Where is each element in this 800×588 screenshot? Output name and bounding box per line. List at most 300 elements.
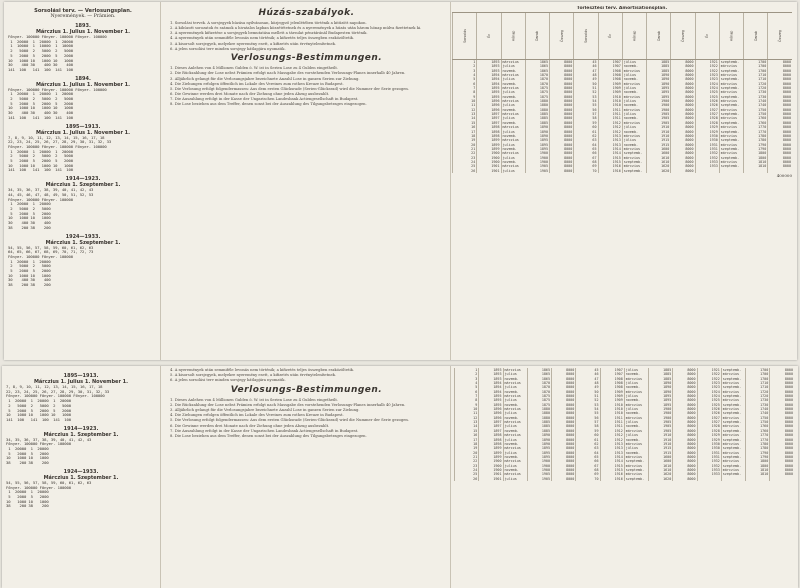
table-cell: 1894 bbox=[479, 385, 503, 389]
table-cell: novemb. bbox=[622, 103, 646, 107]
table-cell: 8000 bbox=[552, 468, 576, 472]
table-cell: 8000 bbox=[550, 125, 574, 129]
table-cell: 69 bbox=[576, 472, 600, 476]
table-cell: 1720 bbox=[746, 394, 770, 398]
table-cell: 1896 bbox=[477, 108, 501, 112]
table-cell: 1908 bbox=[600, 377, 624, 381]
table-cell: 8000 bbox=[671, 112, 695, 116]
table-cell: 1875 bbox=[527, 403, 551, 407]
table-cell: 5 bbox=[453, 77, 477, 81]
table-cell: 1870 bbox=[527, 385, 551, 389]
table-cell: 1700 bbox=[744, 60, 768, 65]
table-cell: 8000 bbox=[552, 368, 576, 372]
table-cell: 1915 bbox=[647, 138, 671, 142]
table-cell: 1900 bbox=[527, 464, 551, 468]
table-cell: 8 bbox=[455, 398, 479, 402]
table-cell: 1913 bbox=[600, 451, 624, 455]
table-cell: 1915 bbox=[649, 451, 673, 455]
rule-paragraph: 5. A kisorsolt sorsjegyek, melyekre nyeremény esett, a kifizetés után érvénytelenítetnek. bbox=[170, 373, 337, 378]
table-cell: 8000 bbox=[768, 160, 792, 164]
table-cell: 1908 bbox=[600, 381, 624, 385]
table-cell: 12 bbox=[453, 108, 477, 112]
plan-heading: Sorsolási terv. — Verlosungsplan. bbox=[34, 8, 132, 14]
table-cell: márczius bbox=[501, 99, 525, 103]
table-cell: 9 bbox=[455, 403, 479, 407]
table-cell: 1905 bbox=[525, 169, 549, 173]
table-cell: július bbox=[622, 86, 646, 90]
table-cell: 1925 bbox=[695, 95, 719, 99]
table-cell: 8000 bbox=[552, 442, 576, 446]
table-cell: márczius bbox=[622, 95, 646, 99]
rules-title-de: Verlosungs-Bestimmungen. bbox=[230, 53, 383, 64]
rule-paragraph: 6. Die Gewinne werden drei Monate nach der Ziehung ohne jeden Abzug ausbezahlt. bbox=[170, 423, 330, 428]
table-cell: 8000 bbox=[550, 138, 574, 142]
table-cell: 50 bbox=[576, 390, 600, 394]
table-cell: 8000 bbox=[673, 407, 697, 411]
table-cell: 61 bbox=[574, 130, 598, 134]
table-cell: 8000 bbox=[552, 398, 576, 402]
table-cell: 1885 bbox=[649, 377, 673, 381]
table-cell: 1905 bbox=[649, 429, 673, 433]
table-cell: márczius bbox=[624, 390, 648, 394]
table-cell: 1897 bbox=[477, 116, 501, 120]
table-cell: 1895 bbox=[647, 90, 671, 94]
table-cell: 1905 bbox=[527, 477, 551, 481]
table-cell: 55 bbox=[574, 103, 598, 107]
table-cell: 1916 bbox=[598, 169, 622, 173]
table-cell: 8000 bbox=[550, 77, 574, 81]
table-cell: 1720 bbox=[744, 86, 768, 90]
table-cell: 1870 bbox=[525, 73, 549, 77]
table-cell: szeptemb. bbox=[719, 69, 743, 73]
table-cell: julius bbox=[501, 130, 525, 134]
table-cell: novemb. bbox=[501, 82, 525, 86]
table-cell: 1915 bbox=[598, 160, 622, 164]
table-cell: 8000 bbox=[770, 420, 794, 424]
table-cell: márczius bbox=[622, 108, 646, 112]
table-cell: 1914 bbox=[598, 151, 622, 155]
table-cell: márczius bbox=[622, 164, 646, 168]
table-cell: márczius bbox=[719, 134, 743, 138]
table-cell: 1898 bbox=[477, 130, 501, 134]
amortisation-table bbox=[452, 12, 792, 173]
table-cell: 8000 bbox=[768, 86, 792, 90]
table-cell: márczius bbox=[721, 424, 745, 428]
table-cell: 12 bbox=[455, 416, 479, 420]
table-cell: 1913 bbox=[598, 138, 622, 142]
table-cell: 8000 bbox=[671, 138, 695, 142]
table-cell: 8000 bbox=[552, 464, 576, 468]
table-cell: 62 bbox=[574, 134, 598, 138]
table-cell: 1914 bbox=[600, 455, 624, 459]
table-cell: 1865 bbox=[527, 372, 551, 376]
table-cell: 14 bbox=[453, 116, 477, 120]
table-cell: 23 bbox=[455, 464, 479, 468]
table-cell: 1865 bbox=[525, 60, 549, 65]
table-cell: márczius bbox=[721, 372, 745, 376]
table-cell: 3 bbox=[453, 69, 477, 73]
table-cell: 1927 bbox=[695, 112, 719, 116]
table-cell: 8000 bbox=[671, 86, 695, 90]
table-cell: 51 bbox=[576, 394, 600, 398]
table-cell: szeptemb. bbox=[622, 160, 646, 164]
table-cell: 55 bbox=[576, 411, 600, 415]
table-cell: 1912 bbox=[600, 429, 624, 433]
table-cell: 8000 bbox=[673, 372, 697, 376]
table-cell: 1909 bbox=[598, 82, 622, 86]
table-cell: 1916 bbox=[598, 164, 622, 168]
table-cell: 1899 bbox=[477, 143, 501, 147]
table-cell: 8000 bbox=[770, 407, 794, 411]
table-cell: szeptemb. bbox=[721, 377, 745, 381]
table-cell: 1913 bbox=[598, 143, 622, 147]
table-cell: 1926 bbox=[697, 407, 721, 411]
table-cell: 1915 bbox=[600, 468, 624, 472]
table-cell: 1929 bbox=[695, 125, 719, 129]
table-cell: július bbox=[622, 73, 646, 77]
table-cell: július bbox=[624, 368, 648, 372]
table-cell: novemb. bbox=[624, 411, 648, 415]
table-cell: márczius bbox=[624, 416, 648, 420]
table-cell: 8000 bbox=[550, 143, 574, 147]
table-cell: 8000 bbox=[770, 411, 794, 415]
table-header bbox=[477, 13, 501, 60]
table-cell: novemb. bbox=[503, 429, 527, 433]
table-cell: 65 bbox=[574, 147, 598, 151]
table-cell: 1770 bbox=[746, 433, 770, 437]
table-cell: 1911 bbox=[600, 424, 624, 428]
table-cell: 5 bbox=[455, 385, 479, 389]
table-cell: 1910 bbox=[649, 442, 673, 446]
table-cell: 1750 bbox=[746, 420, 770, 424]
table-cell: 1740 bbox=[744, 103, 768, 107]
table-cell: 8000 bbox=[770, 403, 794, 407]
table-cell: 1895 bbox=[527, 451, 551, 455]
table-cell: 1928 bbox=[697, 424, 721, 428]
table-cell: 1885 bbox=[647, 69, 671, 73]
table-cell: 8000 bbox=[770, 446, 794, 450]
table-cell: 1880 bbox=[527, 416, 551, 420]
table-cell: 49 bbox=[576, 385, 600, 389]
table-cell: 1911 bbox=[600, 420, 624, 424]
prize-block-dates: Márczius 1. Szeptember 1. bbox=[43, 431, 119, 438]
table-cell: 8000 bbox=[552, 420, 576, 424]
table-cell: 1740 bbox=[746, 407, 770, 411]
table-cell: 10 bbox=[455, 407, 479, 411]
table-cell: 1 bbox=[453, 60, 477, 65]
table-header-label: Összeg bbox=[778, 30, 783, 42]
table-cell: 8000 bbox=[550, 134, 574, 138]
table-cell: julius bbox=[503, 477, 527, 481]
table-cell: 8000 bbox=[673, 416, 697, 420]
table-cell: 1 bbox=[455, 368, 479, 372]
table-cell: 8000 bbox=[550, 121, 574, 125]
table-cell: 1931 bbox=[695, 143, 719, 147]
table-cell: 1905 bbox=[647, 116, 671, 120]
table-header bbox=[574, 13, 598, 60]
table-cell: 23 bbox=[453, 156, 477, 160]
table-cell: 8000 bbox=[552, 416, 576, 420]
table-cell: novemb. bbox=[503, 468, 527, 472]
rule-paragraph: 5. Die Verlosung erfolgt folgendermassen: Aus dem ersten Glücksrade (Serien-Glücksrad) wird die Nummer der Serie gezogen. bbox=[170, 86, 409, 91]
table-cell: márczius bbox=[501, 86, 525, 90]
table-cell: 51 bbox=[574, 86, 598, 90]
table-cell: julius bbox=[501, 90, 525, 94]
table-cell: 1894 bbox=[477, 77, 501, 81]
table-cell: 1790 bbox=[746, 451, 770, 455]
table-cell: 8000 bbox=[768, 112, 792, 116]
table-cell: 1912 bbox=[600, 433, 624, 437]
table-cell: 1760 bbox=[746, 424, 770, 428]
table-cell: novemb. bbox=[624, 424, 648, 428]
table-cell: 1897 bbox=[477, 112, 501, 116]
table-cell: 1894 bbox=[479, 390, 503, 394]
table-cell: július bbox=[622, 112, 646, 116]
prize-block-lines: Főnyer. 100000 Főnyer. 100000 Főnyer. 100000 1 20000 1 20000 1 20000 2 5000 2 5000 2 5000 5 2000 5 2000 5 2000 10 1000 10 1000 10 1000 30 400 30 400 30 400 141 100 141 100 141 100 bbox=[8, 86, 107, 120]
table-cell: 8000 bbox=[768, 82, 792, 86]
table-cell: 9 bbox=[453, 95, 477, 99]
table-cell: 8000 bbox=[671, 134, 695, 138]
table-cell: 8000 bbox=[550, 99, 574, 103]
table-cell: 1885 bbox=[525, 121, 549, 125]
table-cell: 1760 bbox=[746, 429, 770, 433]
table-cell: 1895 bbox=[649, 394, 673, 398]
prize-block-lines: 54, 55, 56, 57, 58, 59, 60, 61, 62, 63 Főnyer. 100000 Főnyer. 100000 1 20000 1 20000 5 2000 5 2000 10 1000 10 1000 38 200 38 200 bbox=[6, 479, 92, 509]
table-cell: 1911 bbox=[598, 116, 622, 120]
bottom-rules-title-de: Verlosungs-Bestimmungen. bbox=[230, 384, 383, 395]
prize-block-lines: 7, 8, 9, 10, 11, 12, 13, 14, 15, 16, 17, 18 22, 23, 24, 25, 26, 27, 28, 29, 30, 31, 32, 33 Főnyer. 100000 Főnyer. 100000 Főnyer. 100000 1 20000 1 20000 1 20000 2 5000 2 5000 2 5000 5 2000 5 2000 5 2000 10 1000 10 1000 10 1000 141 100 141 100 141 100 bbox=[8, 134, 112, 173]
table-cell: 60 bbox=[576, 433, 600, 437]
table-cell: 1895 bbox=[647, 95, 671, 99]
table-cell: július bbox=[624, 394, 648, 398]
table-header-label: Hónap bbox=[632, 30, 637, 42]
table-cell: 1923 bbox=[695, 77, 719, 81]
table-cell: márczius bbox=[721, 390, 745, 394]
table-cell: 1900 bbox=[479, 468, 503, 472]
table-cell: novemb. bbox=[503, 403, 527, 407]
table-cell: márczius bbox=[719, 143, 743, 147]
rule-paragraph: 4. Die Ziehungen erfolgen öffentlich im Lokale des Vereines zum rothen Kreuze in Budapest. bbox=[170, 413, 344, 418]
table-cell: szeptemb. bbox=[721, 385, 745, 389]
table-cell: 1900 bbox=[525, 160, 549, 164]
table-cell: 1914 bbox=[598, 147, 622, 151]
prize-block-dates: Márczius 1. Julius 1. November 1. bbox=[35, 81, 131, 88]
table-cell: márczius bbox=[622, 147, 646, 151]
table-cell: 8000 bbox=[671, 125, 695, 129]
table-cell: 1730 bbox=[744, 95, 768, 99]
table-cell: 1900 bbox=[649, 407, 673, 411]
table-cell: 8000 bbox=[550, 108, 574, 112]
table-cell: 8000 bbox=[552, 429, 576, 433]
table-cell: 70 bbox=[576, 477, 600, 481]
table-cell: 8000 bbox=[671, 130, 695, 134]
table-cell: 1620 bbox=[649, 477, 673, 481]
table-cell: 1921 bbox=[697, 368, 721, 372]
table-cell: 1890 bbox=[647, 77, 671, 81]
table-cell: 1885 bbox=[527, 420, 551, 424]
table-cell: márczius bbox=[721, 398, 745, 402]
table-cell: 63 bbox=[574, 138, 598, 142]
table-cell: 1894 bbox=[479, 381, 503, 385]
table-cell: 1909 bbox=[600, 390, 624, 394]
table-cell: márczius bbox=[501, 151, 525, 155]
table-cell: márczius bbox=[721, 442, 745, 446]
table-cell: július bbox=[622, 125, 646, 129]
table-cell: 1700 bbox=[744, 64, 768, 68]
prize-block-year: 1914—1923. bbox=[65, 176, 101, 183]
table-cell: 8000 bbox=[768, 151, 792, 155]
table-cell: 1890 bbox=[525, 130, 549, 134]
table-cell: 1885 bbox=[649, 372, 673, 376]
table-cell: 8000 bbox=[768, 143, 792, 147]
table-cell: 8000 bbox=[770, 368, 794, 372]
table-cell: 1927 bbox=[697, 420, 721, 424]
top-sheet bbox=[4, 2, 797, 360]
table-cell: 1912 bbox=[598, 121, 622, 125]
table-cell: 4 bbox=[455, 381, 479, 385]
table-cell: márczius bbox=[719, 90, 743, 94]
table-cell: márczius bbox=[622, 69, 646, 73]
table-cell bbox=[746, 477, 770, 481]
table-cell: 8000 bbox=[552, 472, 576, 476]
table-cell: 8000 bbox=[673, 398, 697, 402]
table-cell: 1928 bbox=[695, 121, 719, 125]
table-cell: július bbox=[622, 138, 646, 142]
table-cell: julius bbox=[501, 116, 525, 120]
table-cell: 1907 bbox=[598, 60, 622, 65]
table-cell: 24 bbox=[455, 468, 479, 472]
fold-line bbox=[450, 2, 451, 360]
table-cell: 1899 bbox=[479, 446, 503, 450]
table-cell: 53 bbox=[576, 403, 600, 407]
rule-paragraph: 6. A jelen sorsolási terv minden sorsjegy hátlapjára nyomatik. bbox=[170, 378, 286, 383]
table-cell: novemb. bbox=[624, 372, 648, 376]
table-cell: 1933 bbox=[695, 164, 719, 168]
table-cell: 58 bbox=[576, 424, 600, 428]
table-cell: 1899 bbox=[479, 455, 503, 459]
table-cell: 17 bbox=[455, 438, 479, 442]
table-cell: 1926 bbox=[695, 99, 719, 103]
table-cell: 59 bbox=[576, 429, 600, 433]
table-cell: 1899 bbox=[477, 138, 501, 142]
table-cell: 1870 bbox=[527, 381, 551, 385]
table-cell: márczius bbox=[719, 82, 743, 86]
table-cell: 1700 bbox=[746, 372, 770, 376]
fold-line bbox=[160, 2, 161, 360]
table-cell: 8000 bbox=[550, 90, 574, 94]
table-cell: 1610 bbox=[649, 464, 673, 468]
table-cell: julius bbox=[501, 143, 525, 147]
table-cell: szeptemb. bbox=[719, 103, 743, 107]
table-cell: 61 bbox=[576, 438, 600, 442]
table-cell: 1895 bbox=[479, 398, 503, 402]
table-cell: 52 bbox=[576, 398, 600, 402]
table-cell: 2 bbox=[453, 64, 477, 68]
table-cell: 6 bbox=[453, 82, 477, 86]
table-cell: 1927 bbox=[695, 108, 719, 112]
table-cell: 8000 bbox=[550, 86, 574, 90]
table-cell: 1875 bbox=[527, 394, 551, 398]
table-cell: 7 bbox=[453, 86, 477, 90]
prize-block-lines: 34, 35, 36, 37, 38, 39, 40, 41, 42, 43 44, 45, 46, 47, 48, 49, 50, 51, 52, 53 Főnyer. 100000 Főnyer. 100000 1 20000 1 20000 2 5000 2 5000 5 2000 5 2000 10 1000 10 1000 30 400 30 400 38 200 38 200 bbox=[8, 187, 94, 230]
table-cell: 1916 bbox=[600, 477, 624, 481]
table-cell: 1907 bbox=[600, 372, 624, 376]
rule-paragraph: 1. Sorsolási tervek. A sorsjegyek húzása nyilvánosan, közjegyző jelenlétében történik a kitűzött napokon. bbox=[170, 21, 367, 25]
table-cell: 49 bbox=[574, 77, 598, 81]
table-cell: szeptemb. bbox=[719, 147, 743, 151]
table-cell: 8000 bbox=[673, 429, 697, 433]
table-cell: 4 bbox=[453, 73, 477, 77]
table-cell: julius bbox=[501, 103, 525, 107]
table-header bbox=[647, 13, 671, 60]
table-cell: 1910 bbox=[647, 130, 671, 134]
table-cell: 16 bbox=[453, 125, 477, 129]
table-cell: 1895 bbox=[527, 455, 551, 459]
rule-paragraph: 8. Die Lose beziehen aus dem Treffer, denen sonst bei der Auszahlung des Tilgungsbetrages eingezogen. bbox=[170, 433, 367, 438]
table-cell: 1929 bbox=[695, 130, 719, 134]
table-cell: szeptemb. bbox=[622, 169, 646, 173]
table-cell: 8000 bbox=[552, 407, 576, 411]
table-cell: 1895 bbox=[649, 403, 673, 407]
table-header-label: Darab bbox=[656, 30, 661, 42]
table-cell: 26 bbox=[455, 477, 479, 481]
table-cell: 1810 bbox=[746, 472, 770, 476]
table-cell: 1750 bbox=[744, 112, 768, 116]
table-cell: novemb. bbox=[501, 69, 525, 73]
table-cell: 1730 bbox=[746, 403, 770, 407]
table-header-label: Hónap bbox=[511, 30, 516, 42]
table-cell: 8000 bbox=[768, 138, 792, 142]
table-cell: 8000 bbox=[673, 438, 697, 442]
table-cell: novemb. bbox=[624, 451, 648, 455]
table-cell: 18 bbox=[455, 442, 479, 446]
table-cell: 8000 bbox=[673, 446, 697, 450]
table-cell: 8000 bbox=[768, 130, 792, 134]
prize-block bbox=[8, 124, 158, 174]
table-cell: márczius bbox=[501, 138, 525, 142]
table-cell: 58 bbox=[574, 116, 598, 120]
table-cell: 1905 bbox=[527, 472, 551, 476]
table-cell: 8000 bbox=[768, 64, 792, 68]
table-cell: 1900 bbox=[527, 468, 551, 472]
table-cell: 1905 bbox=[649, 420, 673, 424]
table-cell: 8000 bbox=[550, 169, 574, 173]
table-row bbox=[455, 477, 795, 481]
table-cell: 13 bbox=[455, 420, 479, 424]
table-cell: 8000 bbox=[768, 69, 792, 73]
table-cell: 1890 bbox=[649, 381, 673, 385]
table-cell: márczius bbox=[721, 451, 745, 455]
table-cell: 1929 bbox=[697, 433, 721, 437]
table-cell: 8000 bbox=[673, 377, 697, 381]
table-cell: július bbox=[624, 420, 648, 424]
table-header-label: Év bbox=[705, 33, 710, 39]
prize-block-year: 1895—1913. bbox=[63, 373, 99, 379]
table-cell: márczius bbox=[622, 156, 646, 160]
bottom-prize-column bbox=[6, 370, 156, 584]
table-cell: 69 bbox=[574, 164, 598, 168]
table-cell: 1895 bbox=[649, 398, 673, 402]
table-cell: 1875 bbox=[527, 398, 551, 402]
table-cell: julius bbox=[501, 169, 525, 173]
table-cell: 1896 bbox=[477, 99, 501, 103]
table-cell: szeptemb. bbox=[719, 164, 743, 168]
table-cell: 1909 bbox=[600, 394, 624, 398]
table-cell: szeptemb. bbox=[719, 95, 743, 99]
prize-block-year: 1893. bbox=[75, 23, 91, 29]
rule-paragraph: 8. Die Lose beziehen aus dem Treffer, denen sonst bei der Auszahlung des Tilgungsbetrages eingezogen. bbox=[170, 102, 367, 107]
table-cell: 8000 bbox=[770, 381, 794, 385]
